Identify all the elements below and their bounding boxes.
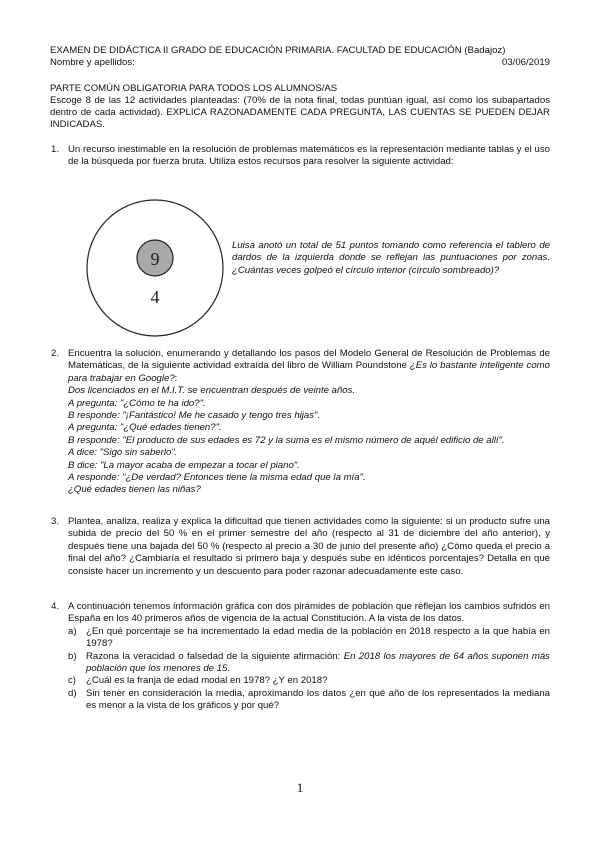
subquestion-letter: a) (68, 625, 77, 637)
page-number: 1 (296, 780, 304, 795)
dialogue-line: Dos licenciados en el M.I.T. se encuentran después de veinte años. (68, 385, 356, 397)
question-text-main: Encuentra la solución, enumerando y detallando los pasos del Modelo General de Resolución de Problemas de Matemáticas, de la siguiente actividad extraída del libro de William Poundstone (68, 348, 550, 372)
name-label: Nombre y apellidos: (50, 57, 135, 68)
question-text (68, 348, 550, 385)
intro-section (50, 83, 550, 131)
dialogue-line: B dice: "La mayor acaba de empezar a tocar el piano". (68, 459, 300, 471)
dialogue-line: A pregunta: "¿Qué edades tienen?". (68, 422, 222, 434)
question-text: Plantea, analiza, realiza y explica la dificultad que tienen actividades como la siguiente: si un producto sufre una subida de precio del 50 % en el primer semestre del año (respecto al 31 de diciembre del año anterior), y después tiene una bajada del 50 % (respecto al precio a 30 de junio del presente año) ¿Cómo queda el precio a final del año? ¿Cambiaría el resultado si primero baja y después sube en idénticos porcentajes? Detalla en qué consiste hacer un incremento y un descuento para poder razonar adecuadamente este caso. (68, 516, 550, 577)
outer-score: 4 (150, 287, 160, 307)
book-title: ¿Es lo bastante inteligente como para trabajar en Google? (68, 360, 550, 384)
question-number: 4. (51, 601, 60, 612)
question-1 (51, 144, 550, 169)
exam-date: 03/06/2019 (501, 57, 550, 68)
subquestion-quote: En 2018 los mayores de 64 años suponen más población que los menores de 15. (86, 650, 550, 675)
question-number: 2. (51, 348, 60, 359)
subquestion-a (68, 626, 550, 651)
instructions: Escoge 8 de las 12 actividades planteadas: (70% de la nota final, todas puntúan igual, así como los subapartados dentro de cada actividad). EXPLICA RAZONADAMENTE CADA PREGUNTA, LAS CUENTAS SE PUEDEN DEJAR INDICADAS. (50, 95, 550, 130)
inner-score: 9 (150, 249, 160, 269)
dialogue-line: B responde: "El producto de sus edades es 72 y la suma es el mismo número de aquél edificio de allí". (68, 434, 505, 446)
dialogue-line: B responde: "¡Fantástico! Me he casado y tengo tres hijas". (68, 410, 321, 422)
subquestion-c (68, 675, 550, 687)
subquestion-letter: d) (68, 687, 77, 699)
question-2 (51, 348, 550, 497)
subquestion-text: ¿En qué porcentaje se ha incrementado la edad media de la población en 2018 respecto a la que había en 1978? (86, 625, 550, 650)
question-number: 1. (51, 144, 60, 155)
subquestion-text: Razona la veracidad o falsedad de la siguiente afirmación: (86, 650, 344, 662)
section-heading: PARTE COMÚN OBLIGATORIA PARA TODOS LOS ALUMNOS/AS (50, 83, 338, 94)
question-text: Un recurso inestimable en la resolución de problemas matemáticos es la representación mediante tablas y el uso de la búsqueda por fuerza bruta. Utiliza estos recursos para resolver la siguiente actividad: (68, 144, 550, 168)
subquestion-text: ¿Cuál es la franja de edad modal en 1978? ¿Y en 2018? (86, 675, 328, 687)
dialogue-question: ¿Qué edades tienen las niñas? (68, 484, 201, 496)
subquestion-b (68, 651, 550, 676)
question-number: 3. (51, 516, 60, 527)
subquestion-letter: c) (68, 675, 76, 687)
subquestion-d (68, 688, 550, 713)
dialogue-line: A dice: "Sigo sin saberlo". (68, 447, 178, 459)
subquestion-letter: b) (68, 650, 77, 662)
dialogue-line: A pregunta: "¿Cómo te ha ido?". (68, 397, 206, 409)
question-4 (51, 601, 550, 713)
dartboard-diagram (85, 198, 225, 338)
question-text-end: : (174, 372, 178, 384)
subquestion-text: Sin tener en consideración la media, aproximando los datos ¿en qué año de los representados la mediana es menor a la vista de los gráficos y por qué? (86, 687, 550, 712)
dialogue-line: A responde: "¿De verdad? Entonces tiene la misma edad que la mía". (68, 472, 366, 484)
exam-title: EXAMEN DE DIDÁCTICA II GRADO DE EDUCACIÓN PRIMARIA. FACULTAD DE EDUCACIÓN (Badajoz) (50, 45, 506, 56)
problem-statement: Luisa anotó un total de 51 puntos tomando como referencia el tablero de dardos de la izquierda donde se reflejan las puntuaciones por zonas. ¿Cuántas veces golpeó el círculo interior (círculo sombreado)? (232, 240, 550, 276)
exam-header (50, 45, 550, 69)
question-3 (51, 516, 550, 578)
question-text: A continuación tenemos información gráfica con dos pirámides de población que reflejan los cambios sufridos en España en los 40 primeros años de vigencia de la actual Constitución. A la vista de los datos. (68, 601, 550, 625)
